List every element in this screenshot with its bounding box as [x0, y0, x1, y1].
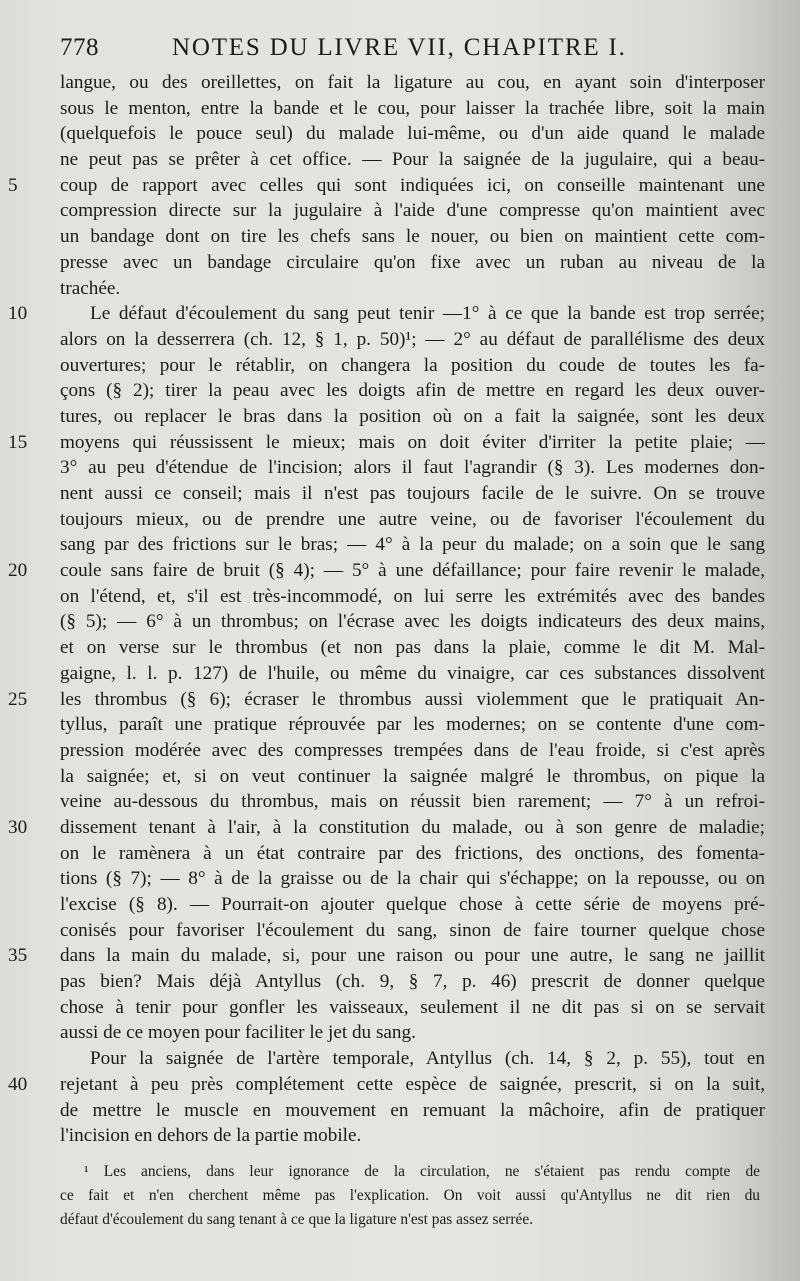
line-text: nent aussi ce conseil; mais il n'est pas toujours facile de le suivre. On se trouve — [60, 483, 765, 504]
text-line — [0, 121, 800, 147]
text-line — [0, 327, 800, 353]
text-line — [0, 687, 800, 713]
line-text: on l'étend, et, s'il est très-incommodé, on lui serre les extrémités avec des bandes — [60, 585, 765, 607]
footnote-line — [0, 1184, 800, 1208]
footnote-line — [0, 1160, 800, 1184]
line-number: 15 — [8, 431, 28, 453]
line-text: toujours mieux, ou de prendre une autre veine, ou de favoriser l'écoulement du — [60, 508, 765, 530]
text-line — [0, 661, 800, 687]
page-number: 778 — [60, 34, 99, 61]
text-line — [0, 609, 800, 635]
text-line — [0, 841, 800, 867]
text-line — [0, 276, 800, 302]
text-line — [0, 1123, 800, 1149]
line-text: pression modérée avec des compresses trempées dans de l'eau froide, si c'est après — [60, 739, 765, 761]
line-text: veine au-dessous du thrombus, mais on réussit bien rarement; — 7° à un refroi- — [60, 791, 765, 813]
line-text: compression directe sur la jugulaire à l'aide d'une compresse qu'on maintient avec — [60, 200, 765, 222]
text-line — [0, 224, 800, 250]
text-line — [0, 378, 800, 404]
text-line — [0, 995, 800, 1021]
text-line — [0, 558, 800, 584]
line-number: 25 — [8, 688, 28, 710]
footnotes — [0, 1160, 800, 1232]
text-line — [0, 789, 800, 815]
text-line — [0, 301, 800, 327]
line-text: aussi de ce moyen pour faciliter le jet du sang. — [60, 1022, 416, 1044]
line-text: la saignée; et, si on veut continuer la saignée malgré le thrombus, on pique la — [60, 765, 765, 787]
footnote-line — [0, 1208, 800, 1232]
line-text: 3° au peu d'étendue de l'incision; alors il faut l'agrandir (§ 3). Les modernes don- — [60, 457, 765, 479]
line-text: Pour la saignée de l'artère temporale, Antyllus (ch. 14, § 2, p. 55), tout en — [90, 1048, 765, 1070]
text-line — [0, 404, 800, 430]
text-line — [0, 969, 800, 995]
line-text: les thrombus (§ 6); écraser le thrombus aussi violemment que le pratiquait An- — [60, 688, 765, 710]
line-text: ne peut pas se prêter à cet office. — Pour la saignée de la jugulaire, qui a beau- — [60, 149, 765, 171]
line-text: dissement tenant à l'air, à la constitution du malade, ou à son genre de maladie; — [60, 816, 765, 838]
line-number: 5 — [8, 174, 18, 196]
line-text: çons (§ 2); tirer la peau avec les doigts afin de mettre en regard les deux ouver- — [60, 380, 765, 402]
text-line — [0, 712, 800, 738]
line-text: conisés pour favoriser l'écoulement du sang, sinon de faire tourner quelque chose — [60, 919, 765, 941]
page-header — [0, 30, 800, 64]
line-number: 35 — [8, 945, 28, 967]
line-text: l'excise (§ 8). — Pourrait-on ajouter quelque chose à cette série de moyens pré- — [60, 894, 765, 915]
text-line — [0, 866, 800, 892]
text-line — [0, 96, 800, 122]
text-line — [0, 147, 800, 173]
line-number: 10 — [8, 303, 28, 325]
text-line — [0, 1072, 800, 1098]
text-line — [0, 532, 800, 558]
line-text: on le ramènera à un état contraire par des frictions, des onctions, des fomenta- — [60, 842, 765, 864]
text-line — [0, 353, 800, 379]
line-text: trachée. — [60, 277, 121, 299]
line-text: et on verse sur le thrombus (et non pas dans la plaie, comme le dit M. Mal- — [60, 637, 765, 659]
text-line — [0, 584, 800, 610]
text-line — [0, 892, 800, 918]
text-line — [0, 481, 800, 507]
text-line — [0, 1020, 800, 1046]
text-line — [0, 738, 800, 764]
line-text: ouvertures; pour le rétablir, on changera la position du coude de toutes les fa- — [60, 354, 765, 376]
line-text: tyllus, paraît une pratique réprouvée par les modernes; on se contente d'une com- — [60, 714, 765, 736]
line-text: pas bien? Mais déjà Antyllus (ch. 9, § 7, p. 46) prescrit de donner quelque — [60, 971, 765, 993]
line-number: 20 — [8, 560, 28, 582]
text-line — [0, 815, 800, 841]
text-line — [0, 764, 800, 790]
footnote-text: ¹ Les anciens, dans leur ignorance de la circulation, ne s'étaient pas rendu compte de — [84, 1163, 760, 1180]
line-text: de mettre le muscle en mouvement en remuant la mâchoire, afin de pratiquer — [60, 1099, 765, 1121]
line-text: l'incision en dehors de la partie mobile. — [60, 1125, 362, 1147]
line-text: sang par des frictions sur le bras; — 4° à la peur du malade; on a soin que le sang — [60, 534, 765, 556]
line-text: un bandage dont on tire les chefs sans le nouer, ou bien on maintient cette com- — [60, 226, 765, 248]
running-title: NOTES DU LIVRE VII, CHAPITRE I. — [172, 34, 627, 61]
line-text: gaigne, l. l. p. 127) de l'huile, ou même du vinaigre, car ces substances dissolvent — [60, 662, 765, 684]
line-text: langue, ou des oreillettes, on fait la ligature au cou, en ayant soin d'interposer — [60, 72, 765, 93]
body-text — [0, 70, 800, 1149]
text-line — [0, 1046, 800, 1072]
line-text: (§ 5); — 6° à un thrombus; on l'écrase avec les doigts indicateurs des deux mains, — [60, 611, 765, 633]
line-text: rejetant à peu près complétement cette espèce de saignée, prescrit, si on la suit, — [60, 1073, 765, 1095]
line-text: moyens qui réussissent le mieux; mais on doit éviter d'irriter la petite plaie; — — [60, 431, 765, 453]
text-line — [0, 70, 800, 96]
line-text: alors on la desserrera (ch. 12, § 1, p. 50)¹; — 2° au défaut de parallélisme des deux — [60, 328, 765, 350]
line-number: 30 — [8, 816, 28, 838]
text-line — [0, 250, 800, 276]
line-text: (quelquefois le pouce seul) du malade lui-même, ou d'un aide quand le malade — [60, 123, 765, 145]
line-text: sous le menton, entre la bande et le cou, pour laisser la trachée libre, soit la main — [60, 97, 765, 119]
footnote-text: ce fait et n'en cherchent même pas l'explication. On voit aussi qu'Antyllus ne dit rien du — [60, 1187, 760, 1204]
text-line — [0, 943, 800, 969]
text-line — [0, 507, 800, 533]
text-line — [0, 173, 800, 199]
line-text: dans la main du malade, si, pour une raison ou pour une autre, le sang ne jaillit — [60, 945, 765, 967]
text-line — [0, 455, 800, 481]
text-line — [0, 198, 800, 224]
line-text: tures, ou replacer le bras dans la position où on a fait la saignée, sont les deux — [60, 405, 765, 427]
text-line — [0, 918, 800, 944]
line-number: 40 — [8, 1073, 28, 1095]
text-line — [0, 635, 800, 661]
line-text: presse avec un bandage circulaire qu'on fixe avec un ruban au niveau de la — [60, 251, 765, 273]
text-line — [0, 430, 800, 456]
line-text: chose à tenir pour gonfler les vaisseaux, seulement il ne dit pas si on se servait — [60, 996, 765, 1018]
line-text: Le défaut d'écoulement du sang peut tenir —1° à ce que la bande est trop serrée; — [90, 303, 765, 325]
line-text: tions (§ 7); — 8° à de la graisse ou de la chair qui s'échappe; on la repousse, ou on — [60, 868, 765, 890]
text-line — [0, 1098, 800, 1124]
line-text: coule sans faire de bruit (§ 4); — 5° à une défaillance; pour faire revenir le malade, — [60, 560, 765, 582]
line-text: coup de rapport avec celles qui sont indiquées ici, on conseille maintenant une — [60, 174, 765, 196]
footnote-text: défaut d'écoulement du sang tenant à ce que la ligature n'est pas assez serrée. — [60, 1211, 534, 1228]
